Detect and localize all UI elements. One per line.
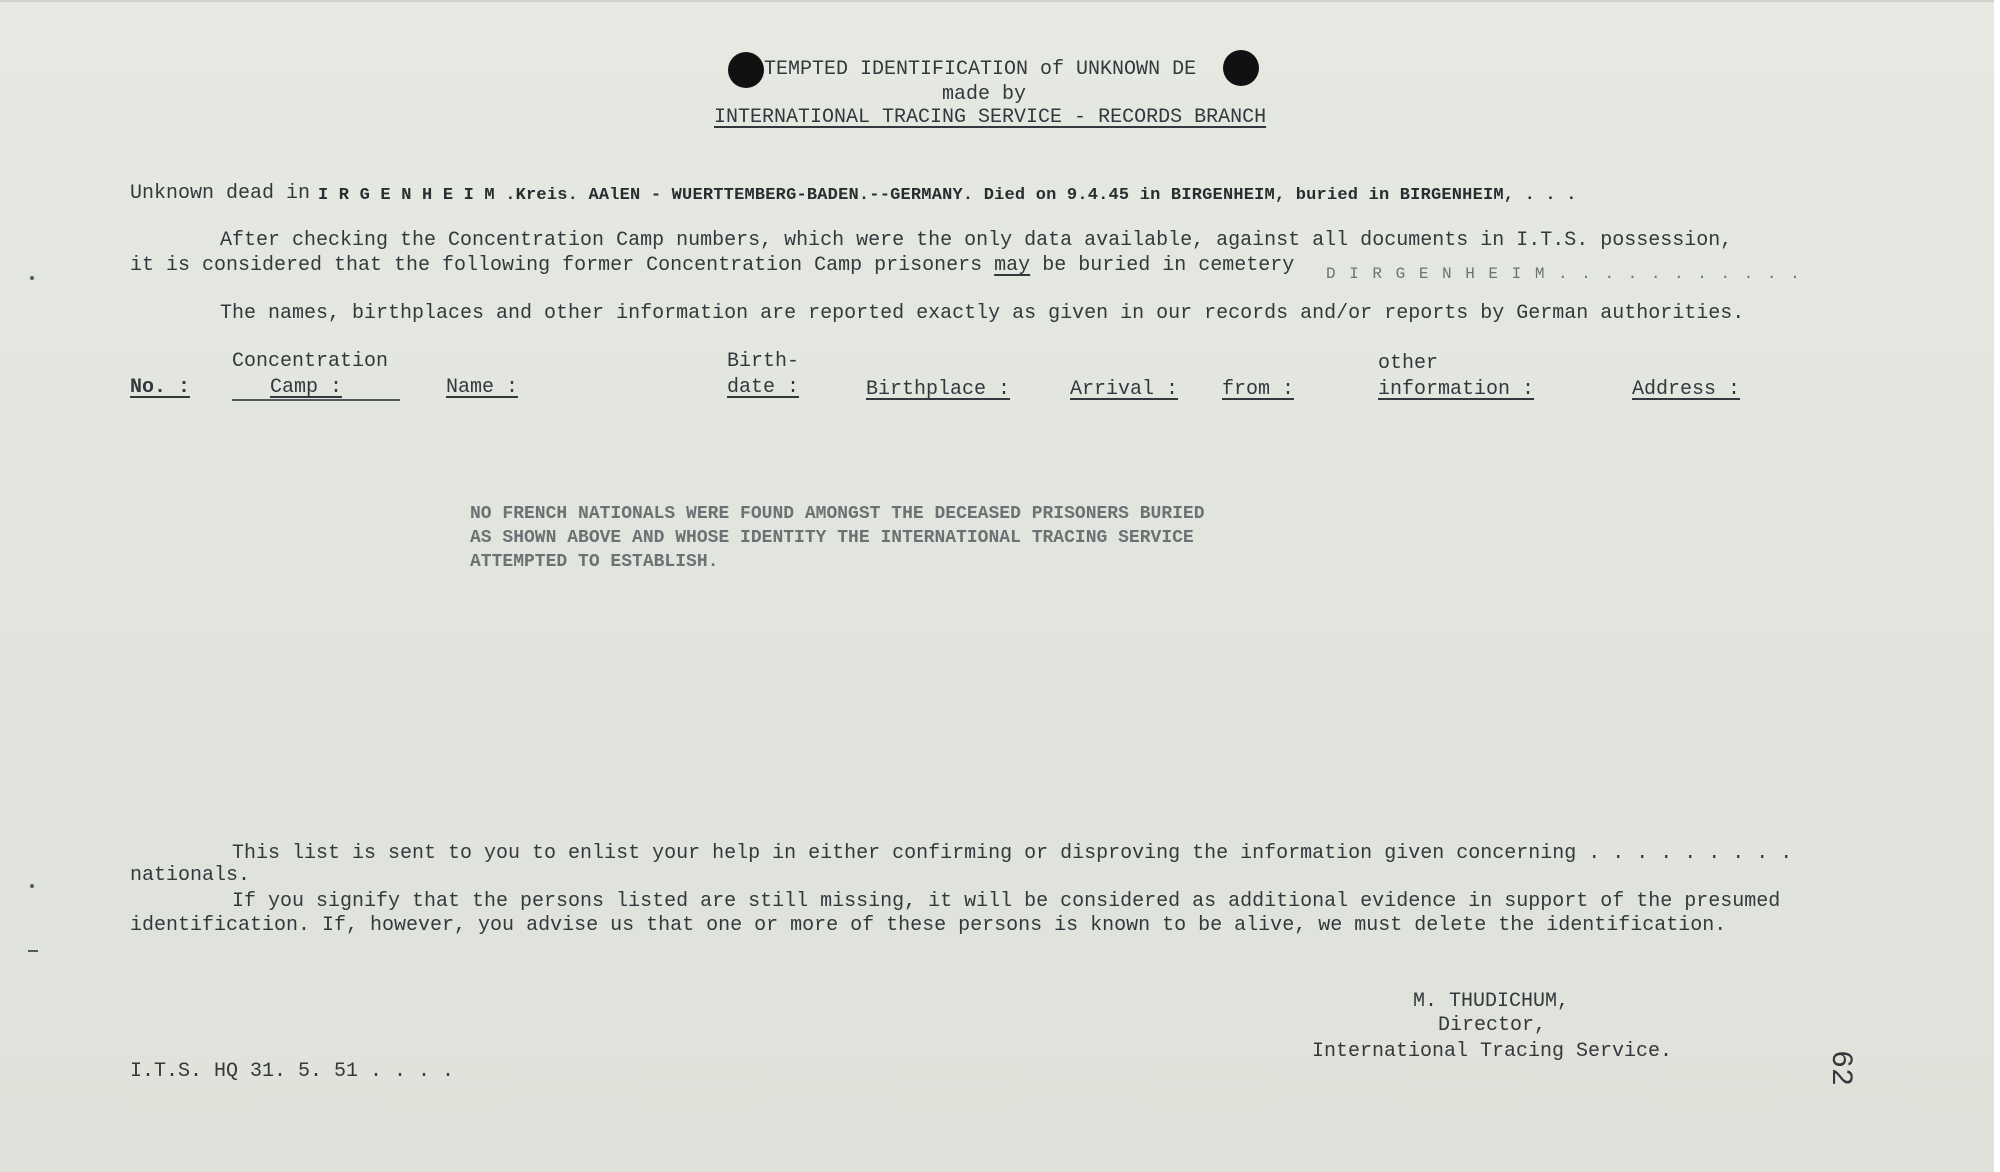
- help-paragraph-line-1: This list is sent to you to enlist your help in either confirming or disproving the information given concerning . . . . . . . . .: [232, 842, 1793, 865]
- stamp-line-1: NO FRENCH NATIONALS WERE FOUND AMONGST THE DECEASED PRISONERS BURIED: [470, 504, 1205, 524]
- scan-edge-right: [1994, 0, 2000, 1172]
- may-word: may: [994, 254, 1031, 277]
- missing-paragraph-line-2: identification. If, however, you advise us that one or more of these persons is known to be alive, we must delete the identification.: [130, 914, 1727, 937]
- header-camp-top: Concentration: [232, 350, 389, 373]
- checking-line-1: After checking the Concentration Camp numbers, which were the only data available, against all documents in I.T.S. possession,: [220, 229, 1733, 252]
- header-other-top: other: [1378, 352, 1439, 375]
- page-number: 62: [1823, 1050, 1857, 1087]
- help-paragraph-line-2: nationals.: [130, 864, 251, 887]
- missing-paragraph-line-1: If you signify that the persons listed are still missing, it will be considered as additional evidence in support of the presumed: [232, 890, 1781, 913]
- names-note: The names, birthplaces and other information are reported exactly as given in our records and/or reports by German authorities.: [220, 302, 1745, 325]
- header-birthdate: date :: [727, 376, 800, 399]
- header-birthdate-top: Birth-: [727, 350, 800, 373]
- signature-organization: International Tracing Service.: [1312, 1040, 1673, 1063]
- header-camp-underline: [232, 399, 400, 401]
- cemetery-name: D I R G E N H E I M . . . . . . . . . . .: [1326, 265, 1802, 283]
- punch-hole-left-icon: [728, 52, 764, 88]
- margin-mark: [30, 884, 34, 888]
- stamp-line-2: AS SHOWN ABOVE AND WHOSE IDENTITY THE INTERNATIONAL TRACING SERVICE: [470, 528, 1194, 548]
- punch-hole-right-icon: [1223, 50, 1259, 86]
- header-birthplace: Birthplace :: [866, 378, 1011, 401]
- organization-heading: INTERNATIONAL TRACING SERVICE - RECORDS BRANCH: [714, 106, 1267, 129]
- header-arrival: Arrival :: [1070, 378, 1179, 401]
- margin-mark: [30, 276, 34, 280]
- unknown-dead-location: I R G E N H E I M .Kreis. AAlEN - WUERTTEMBERG-BADEN.--GERMANY. Died on 9.4.45 in BIRGENHEIM, buried in BIRGENHEIM, . . .: [318, 186, 1577, 205]
- made-by-line: made by: [942, 83, 1027, 106]
- stamp-line-3: ATTEMPTED TO ESTABLISH.: [470, 552, 719, 572]
- unknown-dead-label: Unknown dead in: [130, 182, 311, 205]
- checking-line-2-start: it is considered that the following former Concentration Camp prisoners: [130, 254, 983, 277]
- checking-line-2: [130, 254, 1294, 278]
- header-address: Address :: [1632, 378, 1741, 401]
- signature-name: M. THUDICHUM,: [1413, 990, 1570, 1013]
- header-from: from :: [1222, 378, 1295, 401]
- document-title: TEMPTED IDENTIFICATION of UNKNOWN DE: [764, 58, 1197, 81]
- header-no: No. :: [130, 376, 191, 399]
- checking-line-2-end: be buried in cemetery: [1042, 254, 1295, 277]
- scan-edge-top: [0, 0, 2000, 2]
- header-camp: Camp :: [270, 376, 343, 399]
- margin-dash: [28, 950, 38, 952]
- header-other-information: information :: [1378, 378, 1535, 401]
- signature-title: Director,: [1438, 1014, 1547, 1037]
- header-name: Name :: [446, 376, 519, 399]
- reference-code: I.T.S. HQ 31. 5. 51 . . . .: [130, 1060, 455, 1083]
